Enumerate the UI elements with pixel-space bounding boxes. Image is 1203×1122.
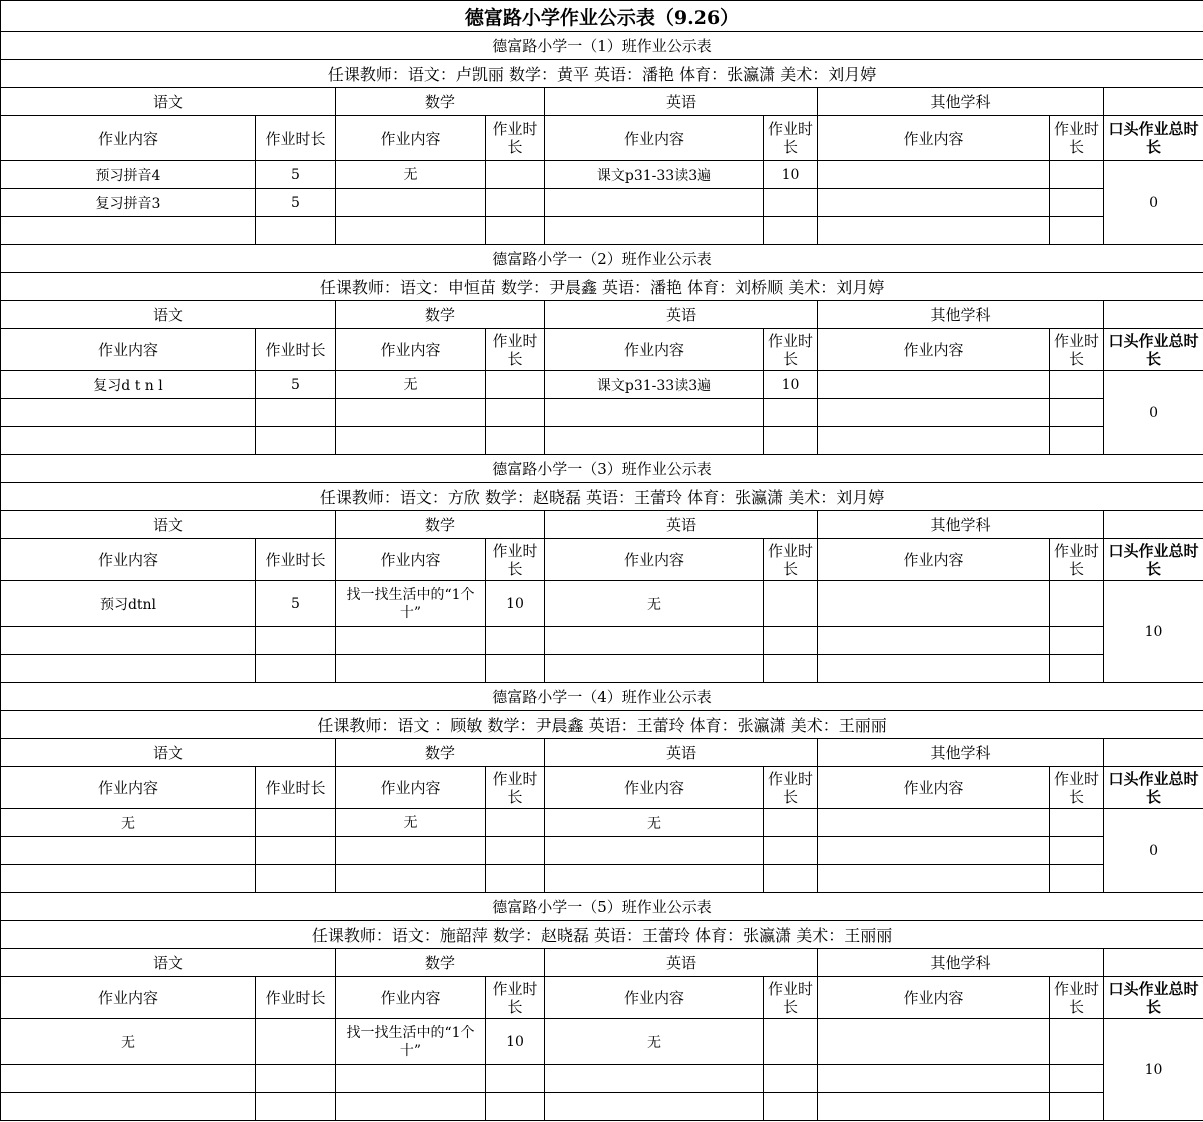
class-2-row1-chinese-duration: 5 — [256, 371, 336, 399]
class-4-row2-english-content — [545, 837, 764, 865]
class-5-row3-math-duration — [486, 1093, 545, 1121]
class-2-row1-english-duration: 10 — [764, 371, 818, 399]
class-5-other-content-header: 作业内容 — [818, 977, 1050, 1019]
class-5-english-content-header: 作业内容 — [545, 977, 764, 1019]
class-3-subject-english: 英语 — [545, 511, 818, 539]
class-3-math-duration-header: 作业时长 — [486, 539, 545, 581]
class-1-row2-english-content — [545, 189, 764, 217]
class-5-row2-other-content — [818, 1065, 1050, 1093]
class-3-subject-math: 数学 — [336, 511, 545, 539]
class-3-row1-chinese-duration: 5 — [256, 581, 336, 627]
class-5-subject-other: 其他学科 — [818, 949, 1104, 977]
class-3-other-content-header: 作业内容 — [818, 539, 1050, 581]
class-4-math-duration-header: 作业时长 — [486, 767, 545, 809]
class-4-subject-blank — [1104, 739, 1203, 767]
class-1-row3-chinese-content — [1, 217, 256, 245]
class-1-row1-math-content: 无 — [336, 161, 486, 189]
class-3-row1-other-content — [818, 581, 1050, 627]
class-3-row2-english-duration — [764, 627, 818, 655]
class-3-row3-other-content — [818, 655, 1050, 683]
class-5-row3-chinese-content — [1, 1093, 256, 1121]
class-1-row1-math-duration — [486, 161, 545, 189]
class-3-row1-math-content: 找一找生活中的“1个十” — [336, 581, 486, 627]
class-2-row3-math-content — [336, 427, 486, 455]
class-3-row1-english-duration — [764, 581, 818, 627]
class-4-title: 德富路小学一（4）班作业公示表 — [1, 683, 1203, 711]
class-5-row1-english-content: 无 — [545, 1019, 764, 1065]
class-2-row1-chinese-content: 复习d t n l — [1, 371, 256, 399]
class-2-row3-chinese-content — [1, 427, 256, 455]
class-2-row3-math-duration — [486, 427, 545, 455]
class-3-row1-other-duration — [1050, 581, 1104, 627]
class-3-math-content-header: 作业内容 — [336, 539, 486, 581]
class-2-teachers: 任课教师：语文：申恒苗 数学：尹晨鑫 英语：潘艳 体育：刘桥顺 美术：刘月婷 — [1, 273, 1203, 301]
class-1-subject-blank — [1104, 88, 1203, 116]
class-1-subject-math: 数学 — [336, 88, 545, 116]
class-1-row2-chinese-content: 复习拼音3 — [1, 189, 256, 217]
class-1-row3-english-duration — [764, 217, 818, 245]
class-4-subject-other: 其他学科 — [818, 739, 1104, 767]
class-3-row2-math-content — [336, 627, 486, 655]
class-2-row1-other-duration — [1050, 371, 1104, 399]
class-4-row1-other-duration — [1050, 809, 1104, 837]
class-4-chinese-duration-header: 作业时长 — [256, 767, 336, 809]
class-3-row2-english-content — [545, 627, 764, 655]
class-1-total-value: 0 — [1104, 161, 1203, 245]
class-2-row2-english-duration — [764, 399, 818, 427]
class-1-row2-other-duration — [1050, 189, 1104, 217]
class-2-chinese-duration-header: 作业时长 — [256, 329, 336, 371]
class-1-row3-math-content — [336, 217, 486, 245]
class-4-row2-math-duration — [486, 837, 545, 865]
class-5-subject-chinese: 语文 — [1, 949, 336, 977]
class-2-row2-english-content — [545, 399, 764, 427]
class-1-subject-english: 英语 — [545, 88, 818, 116]
class-2-row3-english-duration — [764, 427, 818, 455]
class-3-row1-chinese-content: 预习dtnl — [1, 581, 256, 627]
class-3-row2-other-content — [818, 627, 1050, 655]
class-4-row3-math-duration — [486, 865, 545, 893]
class-1-title: 德富路小学一（1）班作业公示表 — [1, 32, 1203, 60]
class-5-row2-english-content — [545, 1065, 764, 1093]
class-2-math-content-header: 作业内容 — [336, 329, 486, 371]
class-4-row1-other-content — [818, 809, 1050, 837]
class-2-row1-math-duration — [486, 371, 545, 399]
class-2-row1-math-content: 无 — [336, 371, 486, 399]
class-4-row3-chinese-content — [1, 865, 256, 893]
class-4-row1-chinese-content: 无 — [1, 809, 256, 837]
class-3-subject-other: 其他学科 — [818, 511, 1104, 539]
class-3-english-content-header: 作业内容 — [545, 539, 764, 581]
class-1-teachers: 任课教师：语文：卢凯丽 数学：黄平 英语：潘艳 体育：张瀛潇 美术：刘月婷 — [1, 60, 1203, 88]
class-3-row3-math-content — [336, 655, 486, 683]
class-4-row1-math-duration — [486, 809, 545, 837]
class-2-row2-chinese-duration — [256, 399, 336, 427]
class-1-row1-other-duration — [1050, 161, 1104, 189]
class-5-row3-english-content — [545, 1093, 764, 1121]
class-1-row2-math-content — [336, 189, 486, 217]
class-4-row3-other-content — [818, 865, 1050, 893]
class-2-row2-math-duration — [486, 399, 545, 427]
class-2-row2-other-duration — [1050, 399, 1104, 427]
class-2-row1-english-content: 课文p31-33读3遍 — [545, 371, 764, 399]
class-2-total-value: 0 — [1104, 371, 1203, 455]
class-5-title: 德富路小学一（5）班作业公示表 — [1, 893, 1203, 921]
class-4-row2-chinese-content — [1, 837, 256, 865]
class-3-total-value: 10 — [1104, 581, 1203, 683]
class-5-subject-blank — [1104, 949, 1203, 977]
class-2-chinese-content-header: 作业内容 — [1, 329, 256, 371]
class-1-row3-english-content — [545, 217, 764, 245]
class-4-row3-english-content — [545, 865, 764, 893]
class-5-row1-chinese-duration — [256, 1019, 336, 1065]
class-2-row3-english-content — [545, 427, 764, 455]
class-1-chinese-duration-header: 作业时长 — [256, 116, 336, 161]
class-4-chinese-content-header: 作业内容 — [1, 767, 256, 809]
class-3-row3-other-duration — [1050, 655, 1104, 683]
class-1-row2-english-duration — [764, 189, 818, 217]
class-4-row1-english-content: 无 — [545, 809, 764, 837]
class-4-row3-other-duration — [1050, 865, 1104, 893]
class-5-row1-math-duration: 10 — [486, 1019, 545, 1065]
class-3-subject-chinese: 语文 — [1, 511, 336, 539]
class-5-chinese-duration-header: 作业时长 — [256, 977, 336, 1019]
class-3-teachers: 任课教师：语文：方欣 数学：赵晓磊 英语：王蕾玲 体育：张瀛潇 美术：刘月婷 — [1, 483, 1203, 511]
class-3-row2-chinese-duration — [256, 627, 336, 655]
class-5-row2-other-duration — [1050, 1065, 1104, 1093]
class-4-other-content-header: 作业内容 — [818, 767, 1050, 809]
class-1-row3-other-content — [818, 217, 1050, 245]
class-3-other-duration-header: 作业时长 — [1050, 539, 1104, 581]
class-4-english-duration-header: 作业时长 — [764, 767, 818, 809]
class-5-row1-english-duration — [764, 1019, 818, 1065]
class-1-other-content-header: 作业内容 — [818, 116, 1050, 161]
class-2-row2-chinese-content — [1, 399, 256, 427]
class-1-row2-chinese-duration: 5 — [256, 189, 336, 217]
class-2-row3-other-content — [818, 427, 1050, 455]
class-1-row1-english-duration: 10 — [764, 161, 818, 189]
class-2-subject-chinese: 语文 — [1, 301, 336, 329]
class-5-row2-chinese-content — [1, 1065, 256, 1093]
class-3-row2-chinese-content — [1, 627, 256, 655]
class-1-row1-chinese-duration: 5 — [256, 161, 336, 189]
class-4-teachers: 任课教师：语文 ：顾敏 数学：尹晨鑫 英语：王蕾玲 体育：张瀛潇 美术：王丽丽 — [1, 711, 1203, 739]
class-3-chinese-content-header: 作业内容 — [1, 539, 256, 581]
class-3-row2-other-duration — [1050, 627, 1104, 655]
class-1-row3-math-duration — [486, 217, 545, 245]
class-3-row1-math-duration: 10 — [486, 581, 545, 627]
class-3-row3-chinese-duration — [256, 655, 336, 683]
class-2-subject-english: 英语 — [545, 301, 818, 329]
class-5-row3-other-duration — [1050, 1093, 1104, 1121]
class-5-row1-other-duration — [1050, 1019, 1104, 1065]
class-1-row2-math-duration — [486, 189, 545, 217]
class-5-english-duration-header: 作业时长 — [764, 977, 818, 1019]
class-4-total-header: 口头作业总时长 — [1104, 767, 1203, 809]
class-3-title: 德富路小学一（3）班作业公示表 — [1, 455, 1203, 483]
class-3-row2-math-duration — [486, 627, 545, 655]
class-3-english-duration-header: 作业时长 — [764, 539, 818, 581]
class-1-other-duration-header: 作业时长 — [1050, 116, 1104, 161]
class-4-subject-english: 英语 — [545, 739, 818, 767]
class-4-subject-math: 数学 — [336, 739, 545, 767]
class-3-total-header: 口头作业总时长 — [1104, 539, 1203, 581]
class-2-row2-math-content — [336, 399, 486, 427]
class-5-row1-chinese-content: 无 — [1, 1019, 256, 1065]
class-2-row3-chinese-duration — [256, 427, 336, 455]
class-5-row3-other-content — [818, 1093, 1050, 1121]
class-3-row3-chinese-content — [1, 655, 256, 683]
class-5-row2-math-duration — [486, 1065, 545, 1093]
class-1-row2-other-content — [818, 189, 1050, 217]
class-4-total-value: 0 — [1104, 809, 1203, 893]
class-1-row1-chinese-content: 预习拼音4 — [1, 161, 256, 189]
class-5-teachers: 任课教师：语文：施韶萍 数学：赵晓磊 英语：王蕾玲 体育：张瀛潇 美术：王丽丽 — [1, 921, 1203, 949]
class-1-math-duration-header: 作业时长 — [486, 116, 545, 161]
class-5-row1-math-content: 找一找生活中的“1个十” — [336, 1019, 486, 1065]
class-2-english-content-header: 作业内容 — [545, 329, 764, 371]
class-2-subject-blank — [1104, 301, 1203, 329]
class-5-subject-math: 数学 — [336, 949, 545, 977]
class-1-chinese-content-header: 作业内容 — [1, 116, 256, 161]
class-3-row3-math-duration — [486, 655, 545, 683]
class-2-title: 德富路小学一（2）班作业公示表 — [1, 245, 1203, 273]
class-5-chinese-content-header: 作业内容 — [1, 977, 256, 1019]
class-5-math-duration-header: 作业时长 — [486, 977, 545, 1019]
class-4-row1-chinese-duration — [256, 809, 336, 837]
class-4-row2-english-duration — [764, 837, 818, 865]
class-1-english-content-header: 作业内容 — [545, 116, 764, 161]
class-5-row2-english-duration — [764, 1065, 818, 1093]
class-3-chinese-duration-header: 作业时长 — [256, 539, 336, 581]
class-4-row2-math-content — [336, 837, 486, 865]
class-4-row1-math-content: 无 — [336, 809, 486, 837]
class-1-english-duration-header: 作业时长 — [764, 116, 818, 161]
class-1-total-header: 口头作业总时长 — [1104, 116, 1203, 161]
class-1-subject-chinese: 语文 — [1, 88, 336, 116]
class-1-row3-chinese-duration — [256, 217, 336, 245]
class-2-total-header: 口头作业总时长 — [1104, 329, 1203, 371]
class-2-math-duration-header: 作业时长 — [486, 329, 545, 371]
class-5-total-header: 口头作业总时长 — [1104, 977, 1203, 1019]
class-2-row1-other-content — [818, 371, 1050, 399]
class-5-row3-chinese-duration — [256, 1093, 336, 1121]
class-4-row3-math-content — [336, 865, 486, 893]
class-2-other-duration-header: 作业时长 — [1050, 329, 1104, 371]
class-1-row1-other-content — [818, 161, 1050, 189]
class-4-row3-chinese-duration — [256, 865, 336, 893]
class-5-math-content-header: 作业内容 — [336, 977, 486, 1019]
class-5-row2-chinese-duration — [256, 1065, 336, 1093]
class-5-total-value: 10 — [1104, 1019, 1203, 1121]
class-4-row2-chinese-duration — [256, 837, 336, 865]
class-2-row2-other-content — [818, 399, 1050, 427]
class-1-row1-english-content: 课文p31-33读3遍 — [545, 161, 764, 189]
class-5-row1-other-content — [818, 1019, 1050, 1065]
class-4-row3-english-duration — [764, 865, 818, 893]
class-3-row1-english-content: 无 — [545, 581, 764, 627]
class-2-other-content-header: 作业内容 — [818, 329, 1050, 371]
class-5-row3-english-duration — [764, 1093, 818, 1121]
class-3-row3-english-content — [545, 655, 764, 683]
class-2-subject-math: 数学 — [336, 301, 545, 329]
class-5-other-duration-header: 作业时长 — [1050, 977, 1104, 1019]
class-1-row3-other-duration — [1050, 217, 1104, 245]
class-5-subject-english: 英语 — [545, 949, 818, 977]
class-2-row3-other-duration — [1050, 427, 1104, 455]
class-4-english-content-header: 作业内容 — [545, 767, 764, 809]
class-4-subject-chinese: 语文 — [1, 739, 336, 767]
class-4-row1-english-duration — [764, 809, 818, 837]
class-4-row2-other-content — [818, 837, 1050, 865]
class-5-row3-math-content — [336, 1093, 486, 1121]
class-1-subject-other: 其他学科 — [818, 88, 1104, 116]
class-4-math-content-header: 作业内容 — [336, 767, 486, 809]
class-3-row3-english-duration — [764, 655, 818, 683]
class-4-other-duration-header: 作业时长 — [1050, 767, 1104, 809]
class-1-math-content-header: 作业内容 — [336, 116, 486, 161]
class-3-subject-blank — [1104, 511, 1203, 539]
class-5-row2-math-content — [336, 1065, 486, 1093]
class-4-row2-other-duration — [1050, 837, 1104, 865]
class-2-subject-other: 其他学科 — [818, 301, 1104, 329]
class-2-english-duration-header: 作业时长 — [764, 329, 818, 371]
sheet-title: 德富路小学作业公示表（9.26） — [1, 1, 1203, 32]
